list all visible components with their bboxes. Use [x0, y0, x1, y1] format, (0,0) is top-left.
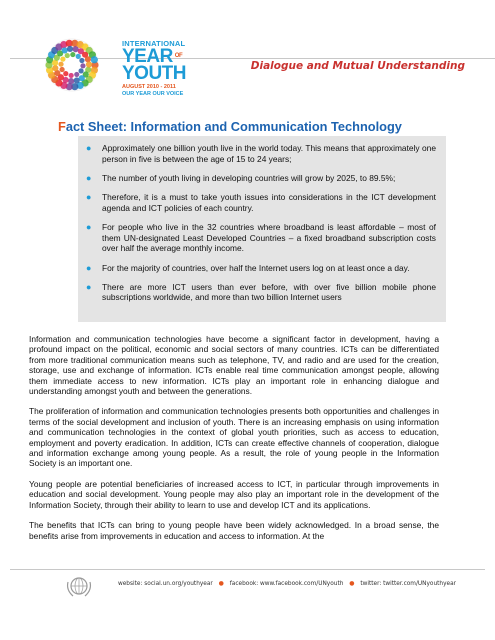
- logo-dot: [59, 67, 64, 72]
- logo-dot: [76, 54, 81, 59]
- logo-dot: [79, 58, 84, 63]
- logo-dot: [74, 72, 79, 77]
- logo-dot: [52, 65, 58, 71]
- body-paragraph: The proliferation of information and communication technologies presents both opportunities and challenges in terms of the social development and inclusion of youth. There is an increasing emphasis on using information and communication technologies in the context of global youth priorities, such as access to education, employment and poverty eradication. In addition, ICTs can create effective channels of cooperation, dialogue and information exchange among young people. As a result, the role of young people in the Information Society is an important one.: [29, 406, 439, 469]
- logo-dot: [80, 63, 85, 68]
- footer-separator: ●: [218, 580, 224, 587]
- footer-website-link[interactable]: website: social.un.org/youthyear: [118, 581, 213, 587]
- footer-divider: [10, 569, 485, 570]
- logo-dot: [68, 78, 74, 84]
- body-text: [29, 334, 439, 551]
- logo-line-youth: YOUTH: [122, 63, 186, 84]
- logo-dot: [58, 62, 63, 67]
- page-title: [58, 119, 402, 134]
- logo-year-word: YEAR: [122, 46, 173, 67]
- bullet-icon: ●: [86, 192, 92, 203]
- fact-text: Therefore, it is a must to take youth issues into considerations in the ICT development agenda and ICT policies of each country.: [102, 192, 436, 213]
- fact-text: Approximately one billion youth live in the world today. This means that approximately one person in five is between the age of 15 to 24 years;: [102, 143, 436, 164]
- fact-item: [78, 192, 436, 213]
- bullet-icon: ●: [86, 222, 92, 233]
- logo-dot: [74, 77, 80, 83]
- title-first-letter: F: [58, 119, 66, 134]
- header-tagline: Dialogue and Mutual Understanding: [250, 60, 465, 72]
- iyy-logo-circle-icon: [26, 36, 120, 94]
- body-paragraph: Young people are potential beneficiaries of increased access to ICT, in particular through improvements in education and social development. Young people may also play an important role in the development of the Information Society, through their ability to learn to use and develop ICT and its applications.: [29, 478, 439, 510]
- logo-dot: [85, 56, 91, 62]
- footer-links: [118, 580, 456, 587]
- fact-item: [78, 173, 436, 184]
- logo-dates: AUGUST 2010 - 2011: [122, 84, 176, 90]
- fact-text: There are more ICT users than ever before, with over five billion mobile phone subscriptions worldwide, and more than two billion Internet users: [102, 281, 436, 303]
- bullet-icon: ●: [86, 262, 92, 273]
- footer-facebook-link[interactable]: facebook: www.facebook.com/UNyouth: [229, 581, 344, 587]
- fact-text: The number of youth living in developing countries will grow by 2025, to 89.5%;: [102, 172, 396, 183]
- logo-dot: [62, 47, 68, 53]
- bullet-icon: ●: [86, 143, 92, 153]
- fact-list: [78, 136, 446, 303]
- title-rest: act Sheet: Information and Communication Technology: [65, 119, 402, 134]
- fact-text: For people who live in the 32 countries where broadband is least affordable – most of them UN-designated Least Developed Countries – a fixed broadband subscription costs over half the average monthly income.: [102, 222, 436, 254]
- logo-of: OF: [174, 53, 183, 59]
- fact-item: [78, 143, 436, 164]
- body-paragraph: The benefits that ICTs can bring to young people have been widely acknowledged. In a broad sense, the benefits arise from improvements in education and access to information. At the: [29, 520, 439, 541]
- body-paragraph: Information and communication technologies have become a significant factor in development, having a profound impact on the political, economic and social sectors of many countries. ICTs can be differentiated from more traditional communication means such as telephone, TV, and radio and are used for the creation, storage, use and exchange of information. ICTs enable real time communication amongst people, allowing them immediate access to new information. ICTs play an important role in enhancing dialogue and understanding amongst youth and between the generations.: [29, 334, 439, 397]
- logo-dot: [65, 53, 70, 58]
- logo-dot: [67, 46, 73, 52]
- un-emblem-icon: [64, 574, 94, 600]
- logo-dot: [86, 61, 92, 67]
- footer-separator: ●: [349, 580, 355, 587]
- iyy-logo-text: [122, 40, 186, 97]
- fact-item: [78, 282, 436, 303]
- bullet-icon: ●: [86, 281, 92, 292]
- fact-box: [78, 136, 446, 322]
- logo-voice: OUR YEAR OUR VOICE: [122, 91, 184, 97]
- fact-text: For the majority of countries, over half the Internet users log on at least once a day.: [102, 262, 410, 273]
- fact-item: [78, 263, 436, 274]
- logo-dot: [78, 68, 83, 73]
- logo-dot: [70, 52, 75, 57]
- bullet-icon: ●: [86, 172, 92, 183]
- logo-line-international: INTERNATIONAL: [122, 39, 186, 48]
- logo-dot: [91, 56, 98, 63]
- logo-dot: [60, 57, 65, 62]
- logo-dot: [69, 73, 74, 78]
- logo-dot: [63, 71, 68, 76]
- footer-twitter-link[interactable]: twitter: twitter.com/UNyouthyear: [360, 581, 457, 587]
- fact-item: [78, 222, 436, 254]
- page-header: [0, 0, 495, 110]
